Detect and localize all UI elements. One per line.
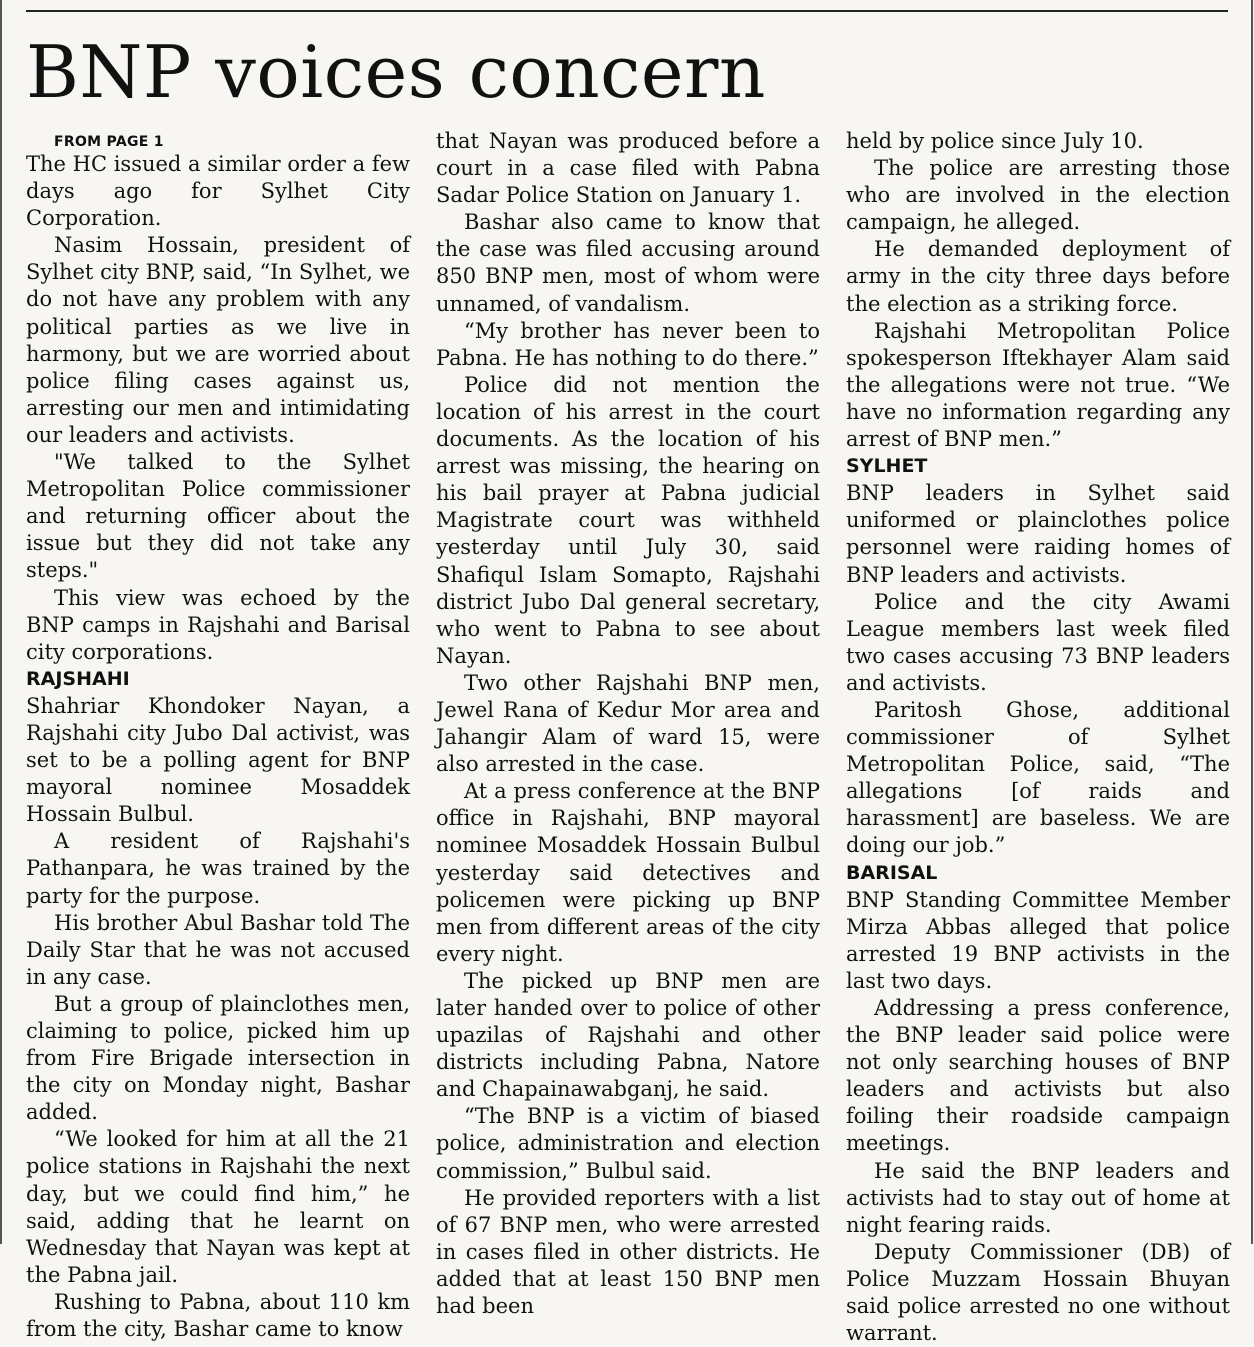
- paragraph: At a press conference at the BNP office in Rajshahi, BNP mayoral nominee Mosaddek Hossain Bulbul yesterday said detectives and policemen were picking up BNP men from different areas of the city every night.: [436, 779, 820, 966]
- paragraph: Addressing a press conference, the BNP leader said police were not only searching houses of BNP leaders and activists but also foiling their roadside campaign meetings.: [846, 996, 1230, 1156]
- subhead-sylhet: SYLHET: [846, 455, 928, 478]
- article-column-2: [436, 128, 820, 1319]
- paragraph: He said the BNP leaders and activists had to stay out of home at night fearing raids.: [846, 1158, 1230, 1237]
- from-page-label: FROM PAGE 1: [54, 134, 164, 150]
- article-column-3: [846, 128, 1230, 1346]
- paragraph: The HC issued a similar order a few days ago for Sylhet City Corporation.: [26, 152, 410, 231]
- top-rule: [26, 10, 1228, 12]
- paragraph: Two other Rajshahi BNP men, Jewel Rana of Kedur Mor area and Jahangir Alam of ward 15, were also arrested in the case.: [436, 670, 820, 777]
- paragraph: The police are arresting those who are involved in the election campaign, he alleged.: [846, 156, 1230, 235]
- paragraph: "We talked to the Sylhet Metropolitan Police commissioner and returning officer about the issue but they did not take any steps.": [26, 450, 410, 583]
- paragraph: But a group of plainclothes men, claiming to police, picked him up from Fire Brigade intersection in the city on Monday night, Bashar added.: [26, 991, 410, 1125]
- page-right-edge: [1251, 0, 1253, 1244]
- paragraph: A resident of Rajshahi's Pathanpara, he was trained by the party for the purpose.: [26, 829, 410, 908]
- paragraph: He provided reporters with a list of 67 BNP men, who were arrested in cases filed in other districts. He added that at least 150 BNP men had been: [436, 1185, 820, 1319]
- paragraph: Paritosh Ghose, additional commissioner of Sylhet Metropolitan Police, said, “The allegations [of raids and harassment] are baseless. We are doing our job.”: [846, 697, 1230, 858]
- paragraph: Rajshahi Metropolitan Police spokesperson Iftekhayer Alam said the allegations were not true. “We have no information regarding any arrest of BNP men.”: [846, 318, 1230, 452]
- subhead-barisal: BARISAL: [846, 861, 938, 884]
- subhead-rajshahi: RAJSHAHI: [26, 667, 130, 690]
- paragraph: He demanded deployment of army in the city three days before the election as a striking force.: [846, 237, 1230, 316]
- paragraph: Police and the city Awami League members last week filed two cases accusing 73 BNP leaders and activists.: [846, 589, 1230, 695]
- paragraph: Bashar also came to know that the case was filed accusing around 850 BNP men, most of whom were unnamed, of vandalism.: [436, 210, 820, 316]
- paragraph: Deputy Commissioner (DB) of Police Muzzam Hossain Bhuyan said police arrested no one without warrant.: [846, 1239, 1230, 1346]
- paragraph: that Nayan was produced before a court in a case filed with Pabna Sadar Police Station on January 1.: [436, 129, 820, 208]
- headline: BNP voices concern: [26, 30, 766, 114]
- article-column-1: [26, 133, 410, 1342]
- paragraph: “We looked for him at all the 21 police stations in Rajshahi the next day, but we could find him,” he said, adding that he learnt on Wednesday that Nayan was kept at the Pabna jail.: [26, 1127, 410, 1287]
- paragraph: Police did not mention the location of his arrest in the court documents. As the location of his arrest was missing, the hearing on his bail prayer at Pabna judicial Magistrate court was withheld yesterday until July 30, said Shafiqul Islam Somapto, Rajshahi district Jubo Dal general secretary, who went to Pabna to see about Nayan.: [436, 372, 820, 668]
- paragraph: Rushing to Pabna, about 110 km from the city, Bashar came to know: [26, 1289, 410, 1342]
- paragraph: held by police since July 10.: [846, 129, 1144, 153]
- paragraph: BNP Standing Committee Member Mirza Abbas alleged that police arrested 19 BNP activists in the last two days.: [846, 887, 1230, 993]
- page-left-edge: [0, 0, 2, 1244]
- paragraph: “My brother has never been to Pabna. He has nothing to do there.”: [436, 318, 820, 370]
- paragraph: The picked up BNP men are later handed over to police of other upazilas of Rajshahi and other districts including Pabna, Natore and Chapainawabganj, he said.: [436, 968, 820, 1102]
- paragraph: BNP leaders in Sylhet said uniformed or plainclothes police personnel were raiding homes of BNP leaders and activists.: [846, 481, 1230, 587]
- paragraph: Nasim Hossain, president of Sylhet city BNP, said, “In Sylhet, we do not have any problem with any political parties as we live in harmony, but we are worried about police filing cases against us, arresting our men and intimidating our leaders and activists.: [26, 233, 410, 447]
- paragraph: This view was echoed by the BNP camps in Rajshahi and Barisal city corporations.: [26, 585, 410, 664]
- paragraph: Shahriar Khondoker Nayan, a Rajshahi city Jubo Dal activist, was set to be a polling agent for BNP mayoral nominee Mosaddek Hossain Bulbul.: [26, 693, 410, 827]
- paragraph: “The BNP is a victim of biased police, administration and election commission,” Bulbul said.: [436, 1104, 820, 1183]
- paragraph: His brother Abul Bashar told The Daily Star that he was not accused in any case.: [26, 910, 410, 989]
